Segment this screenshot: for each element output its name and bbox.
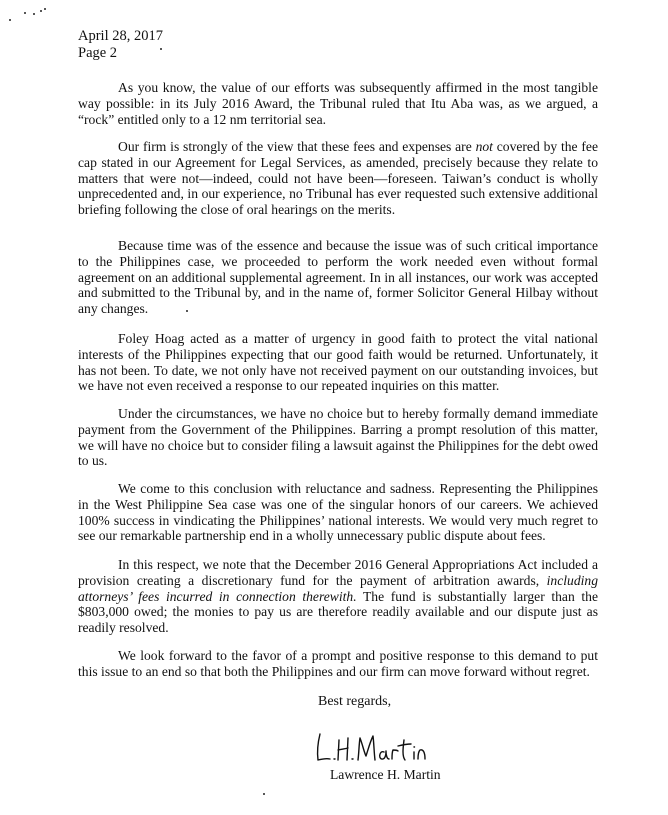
scan-speck [24,12,26,14]
paragraph-2 [78,139,598,218]
letter-date: April 28, 2017 [78,28,163,44]
paragraph-7 [78,557,598,636]
p2-text-after: covered by the fee cap stated in our Agreement for Legal Services, as amended, precisely because they relate to matters that were not—indeed, could not have been—foreseen. Taiwan’s conduct is wholly unprecedented and, in our experience, no Tribunal has ever requested such extensive additional briefing following the close of oral hearings on the merits. [78,139,598,218]
paragraph-5: Under the circumstances, we have no choice but to hereby formally demand immediate payment from the Government of the Philippines. Barring a prompt resolution of this matter, we will have no choice but to consider filing a lawsuit against the Philippines for the debt owed to us. [78,406,598,469]
paragraph-1: As you know, the value of our efforts was subsequently affirmed in the most tangible way possible: in its July 2016 Award, the Tribunal ruled that Itu Aba was, as we argued, a “rock” entitled only to a 12 nm territorial sea. [78,80,598,127]
scan-speck [44,8,46,10]
scan-speck [186,310,188,312]
closing-salutation: Best regards, [318,694,392,709]
paragraph-8: We look forward to the favor of a prompt and positive response to this demand to put this issue to an end so that both the Philippines and our firm can move forward without regret. [78,648,598,679]
p7-text-after: The fund is substantially larger than the $803,000 owed; the monies to pay us are therefore readily available and our dispute just as readily resolved. [78,588,598,636]
paragraph-3: Because time was of the essence and because the issue was of such critical importance to the Philippines case, we proceeded to perform the work needed even without formal agreement on an additional supplemental agreement. In in all instances, our work was accepted and submitted to the Tribunal by, and in the name of, former Solicitor General Hilbay without any changes. [78,238,598,317]
scan-speck [40,10,42,12]
p7-emphasis: including attorneys’ fees incurred in connection therewith. [78,572,598,604]
paragraph-4: Foley Hoag acted as a matter of urgency in good faith to protect the vital national interests of the Philippines expecting that our good faith would be returned. Unfortunately, it has not been. To date, we not only have not received payment on our outstanding invoices, but we have not even received a response to our repeated inquiries on this matter. [78,331,598,394]
p7-text-before: In this respect, we note that the December 2016 General Appropriations Act included a provision creating a discretionary fund for the payment of arbitration awards, [78,557,598,588]
p2-text-before: Our firm is strongly of the view that these fees and expenses are [118,139,476,154]
paragraph-6: We come to this conclusion with reluctance and sadness. Representing the Philippines in the West Philippine Sea case was one of the singular honors of our careers. We achieved 100% success in vindicating the Philippines’ national interests. We would very much regret to see our remarkable partnership end in a wholly unnecessary public dispute about fees. [78,481,598,544]
p2-emphasis: not [475,139,493,154]
page-number: Page 2 [78,45,118,61]
handwritten-signature [312,726,452,770]
scan-speck [263,793,265,795]
scan-speck [160,48,162,50]
scan-speck [33,13,35,15]
scan-speck [9,19,11,21]
signatory-name: Lawrence H. Martin [330,767,441,782]
